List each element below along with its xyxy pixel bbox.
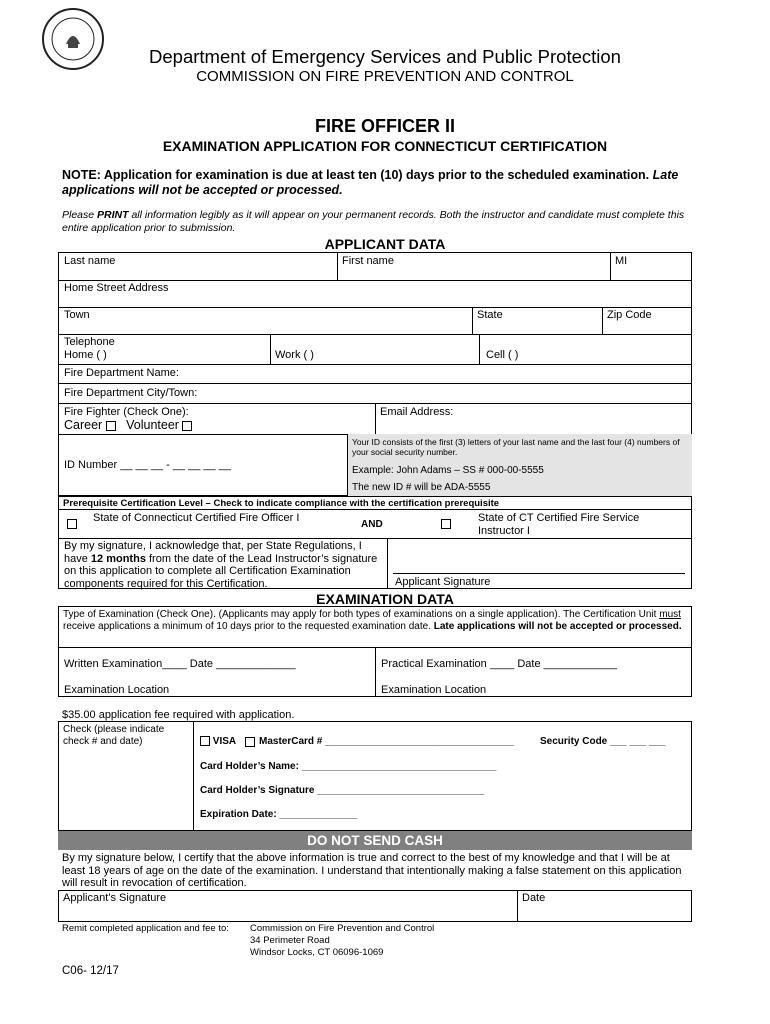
career-checkbox[interactable] — [106, 421, 116, 431]
and-label: AND — [361, 519, 383, 530]
applicant-final-signature-field[interactable]: Applicant’s Signature — [63, 892, 167, 904]
exam-table — [58, 606, 692, 697]
exam-type-instructions: Type of Examination (Check One). (Applicants may apply for both types of examinations on a single application). The Certification Unit must receive applications a minimum of 10 days prior to the requested examination date. Late applications will not be accepted or processed. — [63, 609, 682, 632]
commission-title: COMMISSION ON FIRE PREVENTION AND CONTROL — [196, 68, 574, 85]
last-name-field[interactable]: Last name — [64, 255, 116, 267]
applicant-data-heading: APPLICANT DATA — [324, 236, 446, 252]
mi-field[interactable]: MI — [615, 255, 628, 267]
id-explanation: Your ID consists of the first (3) letters of your last name and the last four (4) numbers of your social security number. — [352, 437, 680, 457]
applicant-signature-field[interactable]: Applicant Signature — [395, 576, 491, 588]
print-instructions: Please PRINT all information legibly as it will appear on your permanent records. Both the instructor and candidate must complete this entire application prior to submission. — [62, 209, 685, 234]
id-number-field[interactable]: ID Number __ __ __ - __ __ __ __ — [64, 459, 231, 471]
volunteer-checkbox[interactable] — [182, 421, 192, 431]
firefighter-check-label: Fire Fighter (Check One): — [64, 406, 189, 418]
fo1-label: State of Connecticut Certified Fire Officer I — [93, 512, 300, 524]
fee-notice: $35.00 application fee required with application. — [62, 709, 295, 721]
card-holder-signature-field[interactable]: Card Holder’s Signature ______________________________ — [200, 785, 485, 796]
expiration-date-field[interactable]: Expiration Date: ______________ — [200, 809, 358, 820]
card-holder-name-field[interactable]: Card Holder’s Name: ___________________________________ — [200, 761, 497, 772]
written-exam-field[interactable]: Written Examination____ Date _____________ — [64, 658, 296, 670]
firefighter-type-options — [64, 418, 192, 432]
mastercard-field[interactable]: MasterCard # __________________________________ — [259, 736, 515, 747]
certification-statement: By my signature below, I certify that the above information is true and correct to the best of my knowledge and that I will be at least 18 years of age on the date of the examination. I understand that intentionally making a false statement on this application will result in revocation of certification. — [62, 852, 682, 889]
signature-date-field[interactable]: Date — [522, 892, 546, 904]
form-subtitle: EXAMINATION APPLICATION FOR CONNECTICUT CERTIFICATION — [162, 138, 608, 154]
prerequisite-heading: Prerequisite Certification Level – Check to indicate compliance with the certification prerequisite — [63, 498, 500, 509]
work-phone-field[interactable]: Work ( ) — [275, 349, 314, 361]
check-field[interactable]: Check (please indicate check # and date) — [63, 724, 165, 747]
remit-label: Remit completed application and fee to: — [62, 923, 229, 934]
town-field[interactable]: Town — [64, 309, 90, 321]
first-name-field[interactable]: First name — [342, 255, 394, 267]
practical-exam-field[interactable]: Practical Examination ____ Date ____________ — [381, 658, 618, 670]
applicant-table — [58, 252, 692, 496]
form-title: FIRE OFFICER II — [314, 116, 455, 136]
zip-field[interactable]: Zip Code — [607, 309, 652, 321]
written-location-field[interactable]: Examination Location — [64, 684, 170, 696]
instructor-checkbox[interactable] — [441, 519, 451, 529]
telephone-label: Telephone — [64, 336, 115, 348]
home-phone-field[interactable]: Home ( ) — [64, 349, 107, 361]
practical-location-field[interactable]: Examination Location — [381, 684, 487, 696]
remit-address: Commission on Fire Prevention and Control 34 Perimeter Road Windsor Locks, CT 06096-1069 — [250, 923, 435, 958]
signature-table — [58, 890, 692, 922]
examination-data-heading: EXAMINATION DATA — [316, 591, 454, 607]
prerequisite-table — [58, 496, 692, 589]
acknowledgement-text: By my signature, I acknowledge that, per State Regulations, I have 12 months from the date of the Lead Instructor’s signature on this application to complete all Certification Examination components required for this Certification. — [64, 540, 378, 590]
state-field[interactable]: State — [477, 309, 503, 321]
deadline-note: NOTE: Application for examination is due at least ten (10) days prior to the scheduled examination. Late applications will not be accepted or processed. — [62, 168, 679, 197]
career-label: Career — [64, 418, 103, 432]
form-code: C06- 12/17 — [62, 965, 119, 977]
fd-city-field[interactable]: Fire Department City/Town: — [64, 387, 198, 399]
id-example: Example: John Adams – SS # 000-00-5555 — [352, 465, 544, 476]
fo1-checkbox[interactable] — [67, 519, 77, 529]
mastercard-checkbox[interactable] — [245, 737, 255, 747]
security-code-field[interactable]: Security Code ___ ___ ___ — [540, 736, 666, 747]
no-cash-banner: DO NOT SEND CASH — [58, 831, 692, 850]
department-title: Department of Emergency Services and Public Protection — [149, 46, 621, 67]
cell-phone-field[interactable]: Cell ( ) — [486, 349, 519, 361]
volunteer-label: Volunteer — [126, 418, 179, 432]
payment-table — [58, 721, 692, 831]
email-field[interactable]: Email Address: — [380, 406, 454, 418]
id-new-format: The new ID # will be ADA-5555 — [352, 482, 491, 493]
fd-name-field[interactable]: Fire Department Name: — [64, 367, 179, 379]
instructor-label: State of CT Certified Fire Service Instructor I — [478, 512, 640, 537]
home-address-field[interactable]: Home Street Address — [64, 282, 169, 294]
visa-option[interactable]: VISA — [200, 736, 236, 747]
